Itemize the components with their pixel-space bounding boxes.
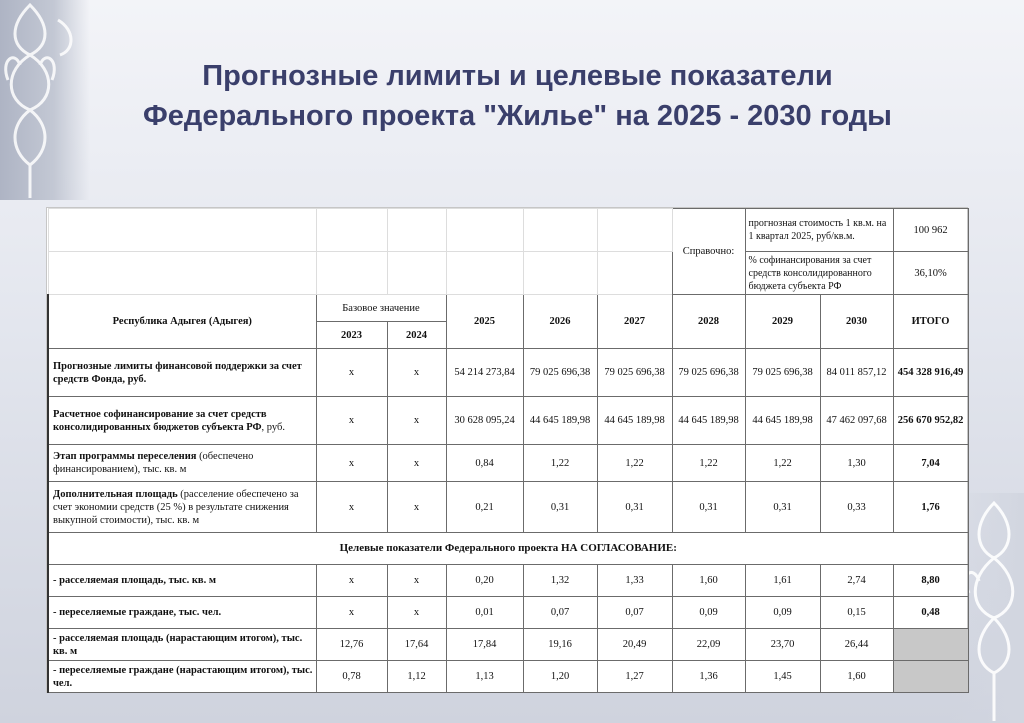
table-cell: 23,70	[745, 629, 820, 661]
year-header: 2028	[672, 295, 745, 349]
base-year-header: 2024	[387, 322, 446, 349]
table-row	[48, 349, 968, 397]
table-cell: 0,09	[745, 597, 820, 629]
row-label: Прогнозные лимиты финансовой поддержки за счет средств Фонда, руб.	[48, 349, 316, 397]
reference-price-value: 100 962	[893, 209, 968, 252]
table-cell: 1,22	[672, 445, 745, 482]
table-cell: 20,49	[597, 629, 672, 661]
table-cell: x	[387, 397, 446, 445]
table-cell: 1,60	[820, 661, 893, 693]
table-cell: 47 462 097,68	[820, 397, 893, 445]
row-total: 1,76	[893, 482, 968, 533]
table-cell: 79 025 696,38	[745, 349, 820, 397]
row-label: Дополнительная площадь (расселение обеспечено за счет экономии средств (25 %) в результате снижения выкупной стоимости), тыс. кв. м	[48, 482, 316, 533]
limits-table	[47, 208, 969, 693]
table-cell: x	[316, 565, 387, 597]
table-row	[48, 661, 968, 693]
decorative-ornament-left	[0, 0, 90, 200]
table-cell: 1,20	[523, 661, 597, 693]
table-cell: 0,21	[446, 482, 523, 533]
table-cell: 0,31	[597, 482, 672, 533]
table-cell: 44 645 189,98	[523, 397, 597, 445]
row-label: Этап программы переселения (обеспечено финансированием), тыс. кв. м	[48, 445, 316, 482]
table-cell: x	[316, 445, 387, 482]
table-cell: x	[387, 565, 446, 597]
table-cell: x	[387, 482, 446, 533]
reference-cofinancing-text: % софинансирования за счет средств консолидированного бюджета субъекта РФ	[745, 252, 893, 295]
table-cell: 0,33	[820, 482, 893, 533]
region-header: Республика Адыгея (Адыгея)	[48, 295, 316, 349]
table-cell: x	[387, 445, 446, 482]
base-value-header: Базовое значение	[316, 295, 446, 322]
table-cell: 1,61	[745, 565, 820, 597]
year-header: 2030	[820, 295, 893, 349]
table-cell: x	[316, 597, 387, 629]
year-header: 2029	[745, 295, 820, 349]
table-cell: 0,01	[446, 597, 523, 629]
table-cell: 0,31	[523, 482, 597, 533]
row-total: 256 670 952,82	[893, 397, 968, 445]
row-label: Расчетное софинансирование за счет средств консолидированных бюджетов субъекта РФ, руб.	[48, 397, 316, 445]
table-cell: 0,09	[672, 597, 745, 629]
table-row	[48, 445, 968, 482]
year-header: 2027	[597, 295, 672, 349]
table-cell: 79 025 696,38	[597, 349, 672, 397]
row-label: - переселяемые граждане, тыс. чел.	[48, 597, 316, 629]
table-cell: 1,22	[597, 445, 672, 482]
row-label: - расселяемая площадь, тыс. кв. м	[48, 565, 316, 597]
year-header: 2026	[523, 295, 597, 349]
table-cell: 1,30	[820, 445, 893, 482]
page-title: Прогнозные лимиты и целевые показатели Федерального проекта "Жилье" на 2025 - 2030 годы	[143, 60, 892, 132]
row-total: 454 328 916,49	[893, 349, 968, 397]
year-header: 2025	[446, 295, 523, 349]
table-cell: 44 645 189,98	[672, 397, 745, 445]
row-total-empty	[893, 629, 968, 661]
table-cell: 1,60	[672, 565, 745, 597]
table-cell: 19,16	[523, 629, 597, 661]
table-cell: 0,20	[446, 565, 523, 597]
document-sheet	[46, 207, 968, 693]
reference-price-text: прогнозная стоимость 1 кв.м. на 1 квартал 2025, руб/кв.м.	[745, 209, 893, 252]
table-cell: 54 214 273,84	[446, 349, 523, 397]
table-cell: 0,31	[672, 482, 745, 533]
table-cell: 1,32	[523, 565, 597, 597]
table-cell: 79 025 696,38	[672, 349, 745, 397]
total-header: ИТОГО	[893, 295, 968, 349]
table-cell: 44 645 189,98	[597, 397, 672, 445]
reference-cofinancing-value: 36,10%	[893, 252, 968, 295]
table-cell: 1,36	[672, 661, 745, 693]
row-total-empty	[893, 661, 968, 693]
table-cell: 84 011 857,12	[820, 349, 893, 397]
table-row	[48, 629, 968, 661]
table-row	[48, 597, 968, 629]
table-cell: 1,22	[523, 445, 597, 482]
table-cell: 26,44	[820, 629, 893, 661]
base-year-header: 2023	[316, 322, 387, 349]
table-cell: 1,33	[597, 565, 672, 597]
ornament-pattern-icon	[0, 0, 90, 200]
row-total: 8,80	[893, 565, 968, 597]
table-cell: 1,12	[387, 661, 446, 693]
table-cell: 1,45	[745, 661, 820, 693]
table-cell: 79 025 696,38	[523, 349, 597, 397]
table-cell: 1,22	[745, 445, 820, 482]
section-title: Целевые показатели Федерального проекта НА СОГЛАСОВАНИЕ:	[48, 533, 968, 565]
table-cell: 0,07	[523, 597, 597, 629]
table-cell: 22,09	[672, 629, 745, 661]
table-cell: 2,74	[820, 565, 893, 597]
table-row	[48, 565, 968, 597]
table-cell: x	[387, 349, 446, 397]
table-cell: x	[316, 349, 387, 397]
table-cell: 0,84	[446, 445, 523, 482]
table-cell: 0,31	[745, 482, 820, 533]
table-cell: x	[316, 397, 387, 445]
table-cell: 0,78	[316, 661, 387, 693]
table-cell: 0,15	[820, 597, 893, 629]
row-total: 7,04	[893, 445, 968, 482]
table-cell: 17,84	[446, 629, 523, 661]
table-cell: 17,64	[387, 629, 446, 661]
table-cell: x	[387, 597, 446, 629]
row-label: - расселяемая площадь (нарастающим итогом), тыс. кв. м	[48, 629, 316, 661]
table-cell: 30 628 095,24	[446, 397, 523, 445]
table-cell: 12,76	[316, 629, 387, 661]
table-row	[48, 397, 968, 445]
table-row	[48, 482, 968, 533]
table-cell: 1,13	[446, 661, 523, 693]
reference-label: Справочно:	[672, 209, 745, 295]
row-total: 0,48	[893, 597, 968, 629]
table-cell: 44 645 189,98	[745, 397, 820, 445]
row-label: - переселяемые граждане (нарастающим итогом), тыс. чел.	[48, 661, 316, 693]
table-cell: x	[316, 482, 387, 533]
table-cell: 1,27	[597, 661, 672, 693]
table-cell: 0,07	[597, 597, 672, 629]
